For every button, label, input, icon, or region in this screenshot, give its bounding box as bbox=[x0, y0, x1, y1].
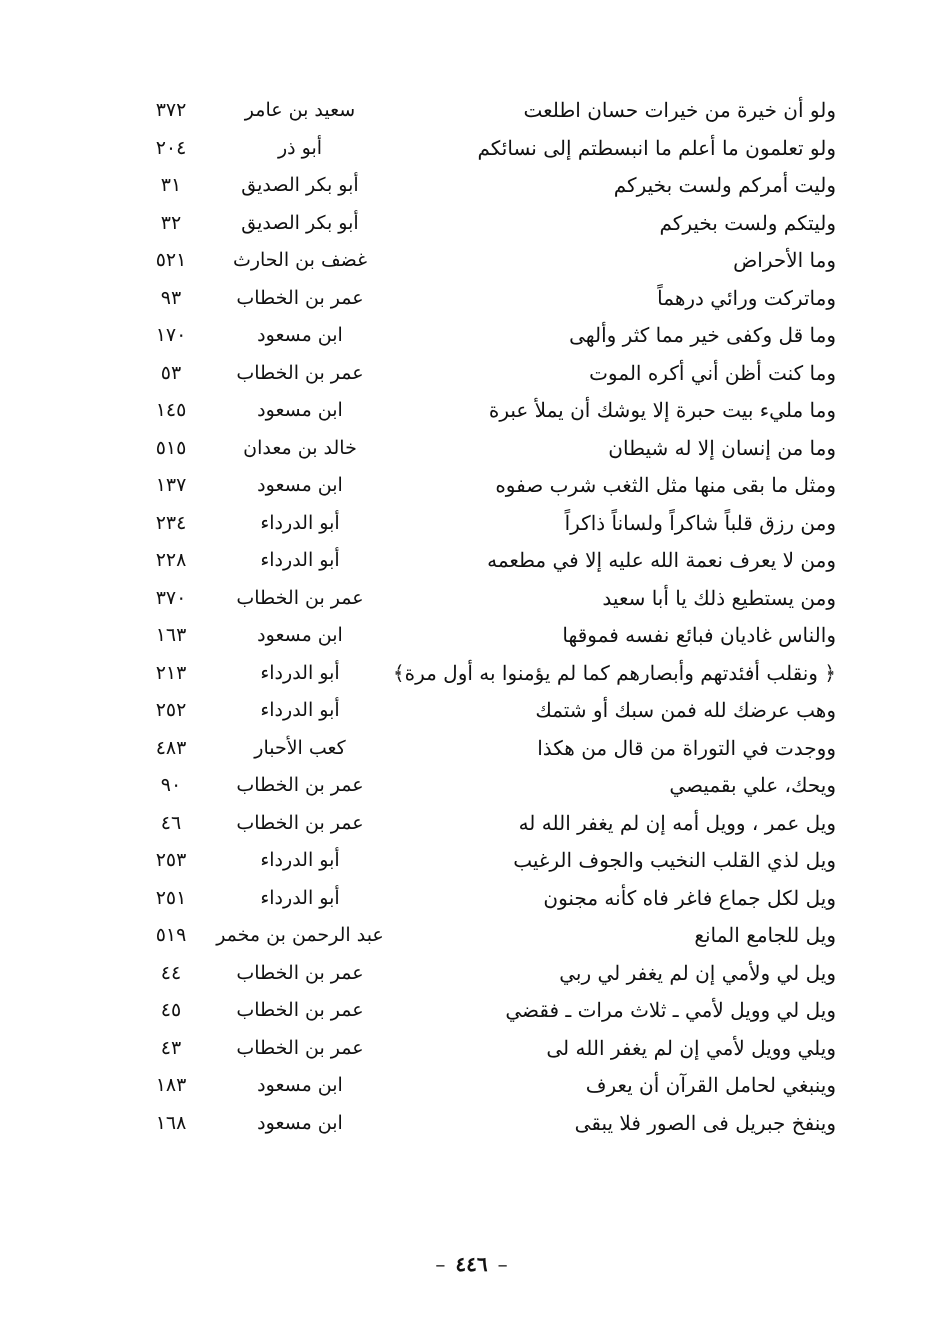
index-row bbox=[100, 580, 860, 618]
quote-phrase: ولو تعلمون ما أعلم ما انبسطتم إلى نسائكم bbox=[477, 135, 836, 160]
quote-phrase: وينبغي لحامل القرآن أن يعرف bbox=[585, 1073, 836, 1097]
page-number bbox=[0, 1252, 943, 1276]
index-table bbox=[100, 92, 860, 1142]
narrator-name: ابن مسعود bbox=[257, 474, 343, 496]
page-reference: ٥٣ bbox=[160, 361, 182, 384]
quote-phrase: وما الأحراض bbox=[733, 248, 836, 272]
narrator-name: ابن مسعود bbox=[257, 324, 343, 346]
narrator-name: عمر بن الخطاب bbox=[236, 586, 364, 609]
narrator-name: ابن مسعود bbox=[257, 1074, 343, 1096]
index-row bbox=[100, 542, 860, 580]
index-row bbox=[100, 917, 860, 955]
quote-phrase: ويل لي ولأمي إن لم يغفر لي ربي bbox=[559, 960, 836, 985]
page-reference: ٣٢ bbox=[160, 211, 182, 234]
quote-phrase: ولو أن خيرة من خيرات حسان اطلعت bbox=[523, 98, 836, 122]
quote-phrase: ومثل ما بقى منها مثل الثغب شرب صفوه bbox=[495, 473, 836, 497]
page-reference: ٢٥٣ bbox=[155, 849, 187, 871]
page-reference: ٤٥ bbox=[160, 999, 182, 1021]
quote-phrase: وما كنت أظن أني أكره الموت bbox=[589, 360, 836, 385]
index-row bbox=[100, 617, 860, 655]
index-row bbox=[100, 355, 860, 393]
index-row bbox=[100, 92, 860, 130]
index-row bbox=[100, 430, 860, 468]
index-row bbox=[100, 205, 860, 243]
page-reference: ٩٠ bbox=[160, 774, 182, 796]
index-row bbox=[100, 392, 860, 430]
page-reference: ٢٣٤ bbox=[155, 511, 187, 534]
narrator-name: عمر بن الخطاب bbox=[236, 286, 364, 309]
page-reference: ٢٢٨ bbox=[155, 549, 187, 571]
quote-phrase: وليتكم ولست بخيركم bbox=[659, 210, 836, 235]
quote-phrase: ويل لي وويل لأمي ـ ثلاث مرات ـ فقضي bbox=[505, 998, 836, 1022]
quote-phrase: والناس غاديان فبائع نفسه فموقها bbox=[562, 623, 836, 647]
narrator-name: سعيد بن عامر bbox=[244, 99, 356, 121]
quote-phrase: وليت أمركم ولست بخيركم bbox=[613, 173, 836, 197]
quote-phrase: وينفخ جبريل فى الصور فلا يبقى bbox=[574, 1110, 836, 1135]
narrator-name: أبو الدرداء bbox=[260, 849, 340, 871]
narrator-name: أبو بكر الصديق bbox=[241, 211, 359, 234]
index-row bbox=[100, 842, 860, 880]
page-reference: ١٤٥ bbox=[155, 399, 187, 421]
index-row bbox=[100, 242, 860, 280]
index-row bbox=[100, 692, 860, 730]
narrator-name: غضف بن الحارث bbox=[232, 249, 368, 271]
page-reference: ٢٥٢ bbox=[155, 699, 187, 721]
page-reference: ٤٣ bbox=[160, 1036, 182, 1059]
page-reference: ٢٠٤ bbox=[155, 136, 187, 159]
page-reference: ١٦٣ bbox=[155, 624, 187, 646]
index-row bbox=[100, 880, 860, 918]
narrator-name: أبو الدرداء bbox=[260, 886, 340, 909]
quote-phrase: ويل عمر ، وويل أمه إن لم يغفر الله له bbox=[518, 810, 836, 835]
narrator-name: أبو الدرداء bbox=[260, 661, 340, 684]
index-row bbox=[100, 317, 860, 355]
page-reference: ١٣٧ bbox=[155, 474, 187, 496]
quote-phrase: ﴿ ونقلب أفئدتهم وأبصارهم كما لم يؤمنوا به أول مرة﴾ bbox=[392, 660, 836, 685]
quote-phrase: ووجدت في التوراة من قال من هكذا bbox=[537, 735, 836, 760]
index-row bbox=[100, 280, 860, 318]
index-row bbox=[100, 955, 860, 993]
narrator-name: ابن مسعود bbox=[257, 1111, 343, 1134]
index-row bbox=[100, 992, 860, 1030]
index-row bbox=[100, 467, 860, 505]
quote-phrase: ويل لكل جماع فاغر فاه كأنه مجنون bbox=[543, 885, 836, 910]
quote-phrase: وما من إنسان إلا له شيطان bbox=[608, 435, 836, 460]
quote-phrase: ومن يستطيع ذلك يا أبا سعيد bbox=[602, 585, 836, 610]
page-reference: ٥١٩ bbox=[155, 924, 187, 946]
page-reference: ١٦٨ bbox=[155, 1111, 187, 1134]
narrator-name: أبو بكر الصديق bbox=[241, 174, 359, 196]
narrator-name: ابن مسعود bbox=[257, 399, 343, 421]
page-reference: ٣١ bbox=[160, 174, 182, 196]
page-reference: ٥٢١ bbox=[155, 249, 187, 271]
page-reference: ٥١٥ bbox=[155, 436, 187, 459]
index-row bbox=[100, 167, 860, 205]
narrator-name: ابن مسعود bbox=[257, 624, 343, 646]
index-row bbox=[100, 1030, 860, 1068]
narrator-name: أبو ذر bbox=[277, 136, 323, 159]
quote-phrase: وهب عرضك لله فمن سبك أو شتمك bbox=[535, 698, 836, 722]
page-reference: ٤٨٣ bbox=[155, 736, 187, 759]
page-reference: ٢١٣ bbox=[155, 661, 187, 684]
narrator-name: خالد بن معدان bbox=[243, 436, 357, 459]
quote-phrase: ويل للجامع المانع bbox=[694, 923, 836, 947]
quote-phrase: ويلي وويل لأمي إن لم يغفر الله لى bbox=[546, 1035, 836, 1060]
index-row bbox=[100, 767, 860, 805]
narrator-name: عمر بن الخطاب bbox=[236, 774, 364, 796]
narrator-name: أبو الدرداء bbox=[260, 699, 340, 721]
page-reference: ٣٧٢ bbox=[155, 99, 187, 121]
page-reference: ٣٧٠ bbox=[155, 586, 187, 609]
quote-phrase: وماتركت ورائي درهماً bbox=[657, 285, 836, 310]
quote-phrase: ومن لا يعرف نعمة الله عليه إلا في مطعمه bbox=[487, 548, 836, 572]
narrator-name: عمر بن الخطاب bbox=[236, 361, 364, 384]
narrator-name: عمر بن الخطاب bbox=[236, 961, 364, 984]
index-row bbox=[100, 505, 860, 543]
narrator-name: كعب الأحبار bbox=[254, 736, 346, 759]
page-number-value: ٤٤٦ bbox=[455, 1252, 488, 1276]
index-row bbox=[100, 1067, 860, 1105]
narrator-name: عبد الرحمن بن مخمر bbox=[216, 924, 384, 946]
page-reference: ٢٥١ bbox=[155, 886, 187, 909]
narrator-name: أبو الدرداء bbox=[260, 511, 340, 534]
narrator-name: عمر بن الخطاب bbox=[236, 1036, 364, 1059]
page-reference: ١٧٠ bbox=[155, 324, 187, 346]
page-reference: ٤٦ bbox=[160, 811, 182, 834]
index-row bbox=[100, 730, 860, 768]
index-row bbox=[100, 805, 860, 843]
quote-phrase: ومن رزق قلباً شاكراً ولساناً ذاكراً bbox=[564, 510, 836, 535]
index-row bbox=[100, 1105, 860, 1143]
narrator-name: عمر بن الخطاب bbox=[236, 999, 364, 1021]
quote-phrase: ويحك، علي بقميصي bbox=[669, 773, 836, 797]
quote-phrase: ويل لذي القلب النخيب والجوف الرغيب bbox=[513, 848, 836, 872]
quote-phrase: وما مليء بيت حبرة إلا يوشك أن يملأ عبرة bbox=[488, 398, 836, 422]
page-number-dash-left: – bbox=[497, 1252, 508, 1276]
narrator-name: عمر بن الخطاب bbox=[236, 811, 364, 834]
index-row bbox=[100, 655, 860, 693]
page-number-dash-right: – bbox=[435, 1252, 446, 1276]
quote-phrase: وما قل وكفى خير مما كثر وألهى bbox=[569, 323, 836, 347]
page-reference: ٤٤ bbox=[160, 961, 182, 984]
narrator-name: أبو الدرداء bbox=[260, 549, 340, 571]
page-reference: ٩٣ bbox=[160, 286, 182, 309]
index-row bbox=[100, 130, 860, 168]
page-reference: ١٨٣ bbox=[155, 1074, 187, 1096]
